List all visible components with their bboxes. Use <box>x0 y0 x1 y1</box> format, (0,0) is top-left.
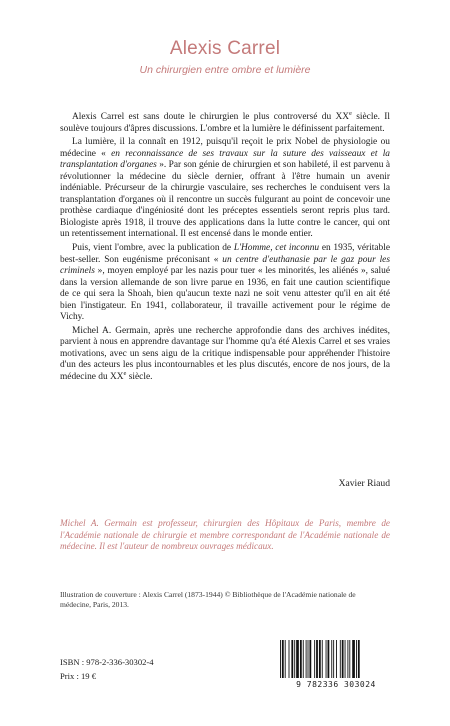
paragraph-2: La lumière, il la connaît en 1912, puisqu'il reçoit le prix Nobel de physiologie ou médecine « en reconnaissance de ses travaux sur la suture des vaisseaux et la transplantation d'organes ». Par son génie de chirurgien et son habileté, il est parvenu à révolutionner la médecine du siècle dernier, offrant à l'être humain un avenir indéniable. Précurseur de la chirurgie vasculaire, ses recherches le conduisent vers la transplantation d'organes où il rencontre un succès fulgurant au point de concevoir une prothèse cardiaque d'ingéniosité dont les préceptes essentiels seront repris plus tard. Biologiste après 1918, il trouve des applications dans la lutte contre le cancer, qui ont un retentissement international. Il est encensé dans le monde entier. <box>60 137 391 240</box>
paragraph-4: Michel A. Germain, après une recherche approfondie dans des archives inédites, parvient à nous en apprendre davantage sur l'homme qu'a été Alexis Carrel et ses vraies motivations, avec un sens aigu de la critique indispensable pour appréhender l'histoire d'un des acteurs les plus incontournables et les plus discutés, encore de nos jours, de la médecine du XXe siècle. <box>60 325 390 383</box>
paragraph-1: Alexis Carrel est sans doute le chirurgien le plus controversé du XXe siècle. Il soulève toujours d'âpres discussions. L'ombre et la lumière le définissent parfaitement. <box>60 109 391 134</box>
book-subtitle: Un chirurgien entre ombre et lumière <box>139 64 311 76</box>
barcode-number: 9 782336 303024 <box>296 680 376 689</box>
author-bio: Michel A. Germain est professeur, chirurgien des Hôpitaux de Paris, membre de l'Académie nationale de chirurgie et membre correspondant de l'Académie nationale de médecine. Il est l'auteur de nombreux ouvrages médicaux. <box>60 518 390 552</box>
barcode-bars <box>272 640 400 680</box>
price: Prix : 19 € <box>60 671 97 681</box>
isbn: ISBN : 978-2-336-30302-4 <box>60 657 154 667</box>
signature: Xavier Riaud <box>338 478 390 489</box>
book-title: Alexis Carrel <box>169 38 281 59</box>
cover-credit: Illustration de couverture : Alexis Carrel (1873-1944) © Bibliothèque de l'Académie nationale de médecine, Paris, 2013. <box>60 590 356 609</box>
barcode <box>272 640 400 690</box>
paragraph-3: Puis, vient l'ombre, avec la publication de L'Homme, cet inconnu en 1935, véritable best-seller. Son eugénisme préconisant « un centre d'euthanasie par le gaz pour les criminels », moyen employé par les nazis pour tuer « les minorités, les aliénés », salué dans la version allemande de son livre parue en 1936, en fait une caution scientifique de ce qui sera la Shoah, bien qu'aucun texte nazi ne soit venu attester qu'il en ait été bien l'instigateur. En 1941, collaborateur, il travaille activement pour le régime de Vichy. <box>60 243 390 323</box>
back-cover-text <box>60 109 391 386</box>
